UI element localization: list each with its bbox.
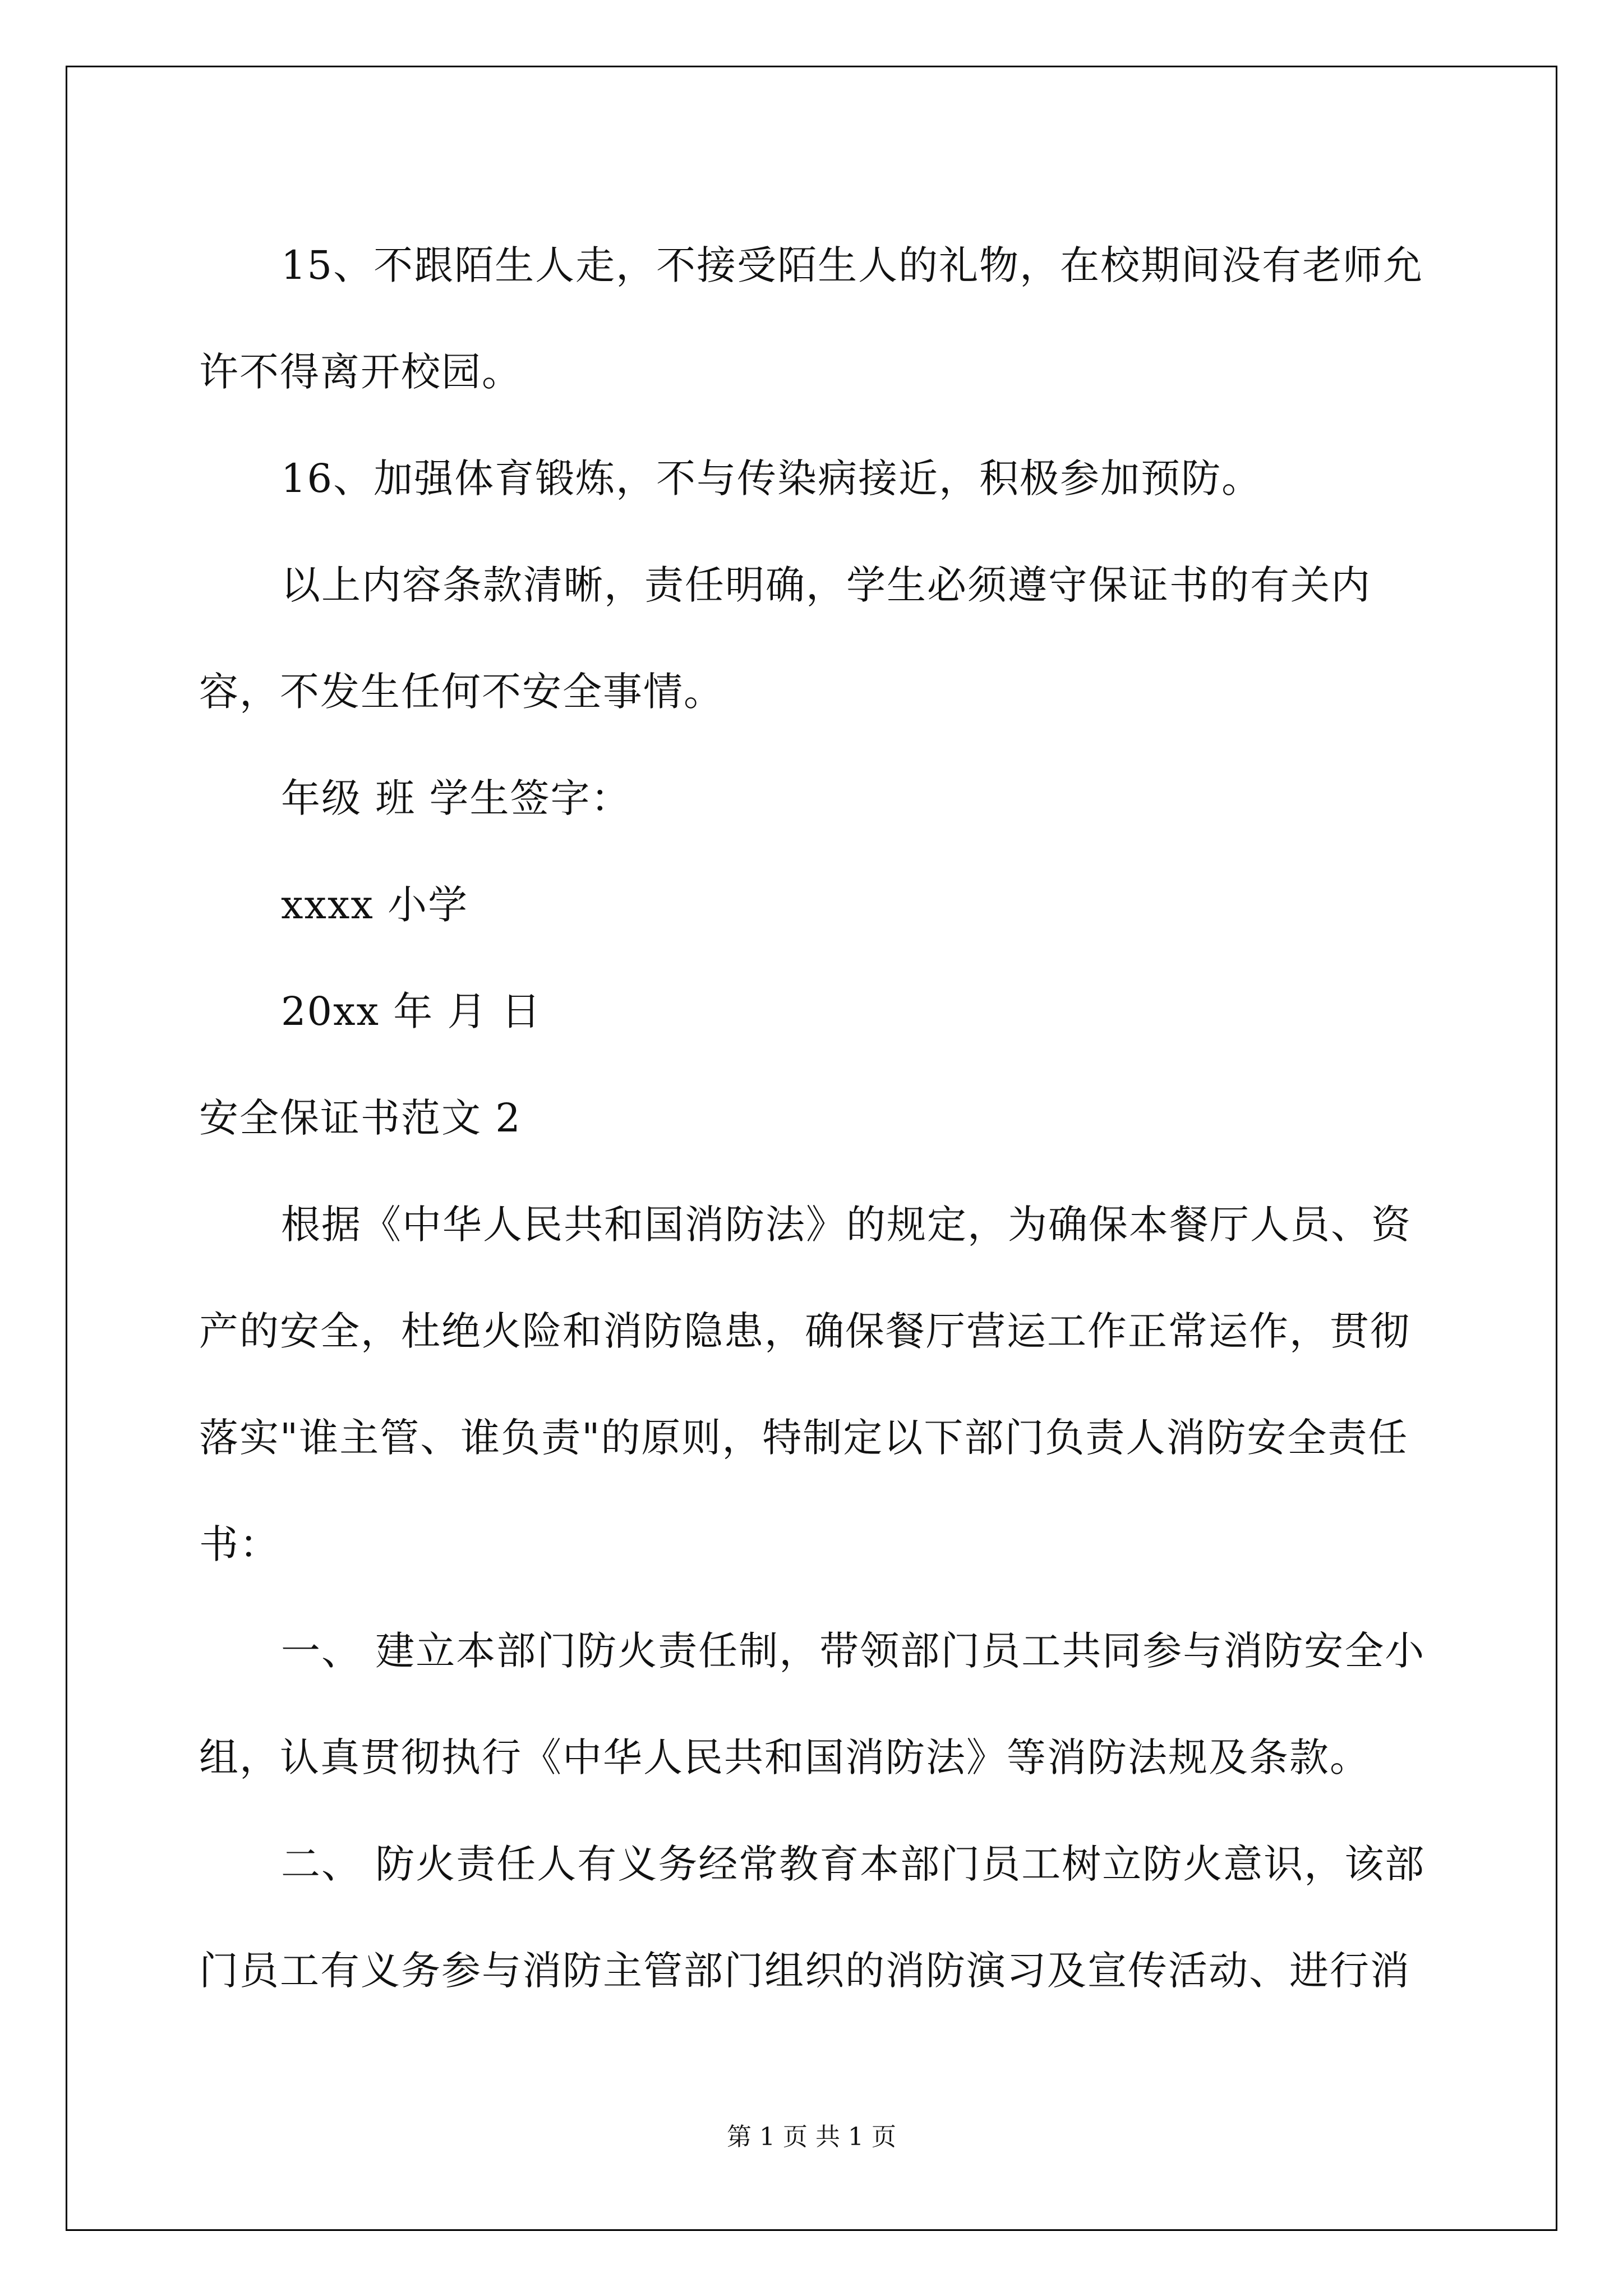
school-name: xxxx 小学 (281, 882, 469, 928)
signature-line: 年级 班 学生签字： (281, 775, 631, 821)
paragraph-clause-15: 15、不跟陌生人走，不接受陌生人的礼物，在校期间没有老师允许不得离开校园。 (199, 242, 1424, 395)
page-number-footer: 第 1 页 共 1 页 (727, 2123, 896, 2151)
paragraph-item-2: 二、 防火责任人有义务经常教育本部门员工树立防火意识，该部门员工有义务参与消防主管部门组织的消防演习及宣传活动、进行消 (199, 1841, 1426, 1994)
paragraph-summary: 以上内容条款清晰，责任明确，学生必须遵守保证书的有关内容，不发生任何不安全事情。 (199, 562, 1371, 715)
section-title: 安全保证书范文 2 (199, 1095, 522, 1141)
document-body (199, 212, 1433, 2024)
paragraph-clause-16: 16、加强体育锻炼，不与传染病接近，积极参加预防。 (281, 455, 1262, 501)
date-line: 20xx 年 月 日 (281, 988, 542, 1034)
paragraph-item-1: 一、 建立本部门防火责任制，带领部门员工共同参与消防安全小组，认真贯彻执行《中华人民共和国消防法》等消防法规及条款。 (199, 1628, 1426, 1780)
paragraph-intro: 根据《中华人民共和国消防法》的规定，为确保本餐厅人员、资产的安全，杜绝火险和消防隐患，确保餐厅营运工作正常运作，贯彻落实"谁主管、谁负责"的原则，特制定以下部门负责人消防安全责任书： (199, 1202, 1412, 1567)
